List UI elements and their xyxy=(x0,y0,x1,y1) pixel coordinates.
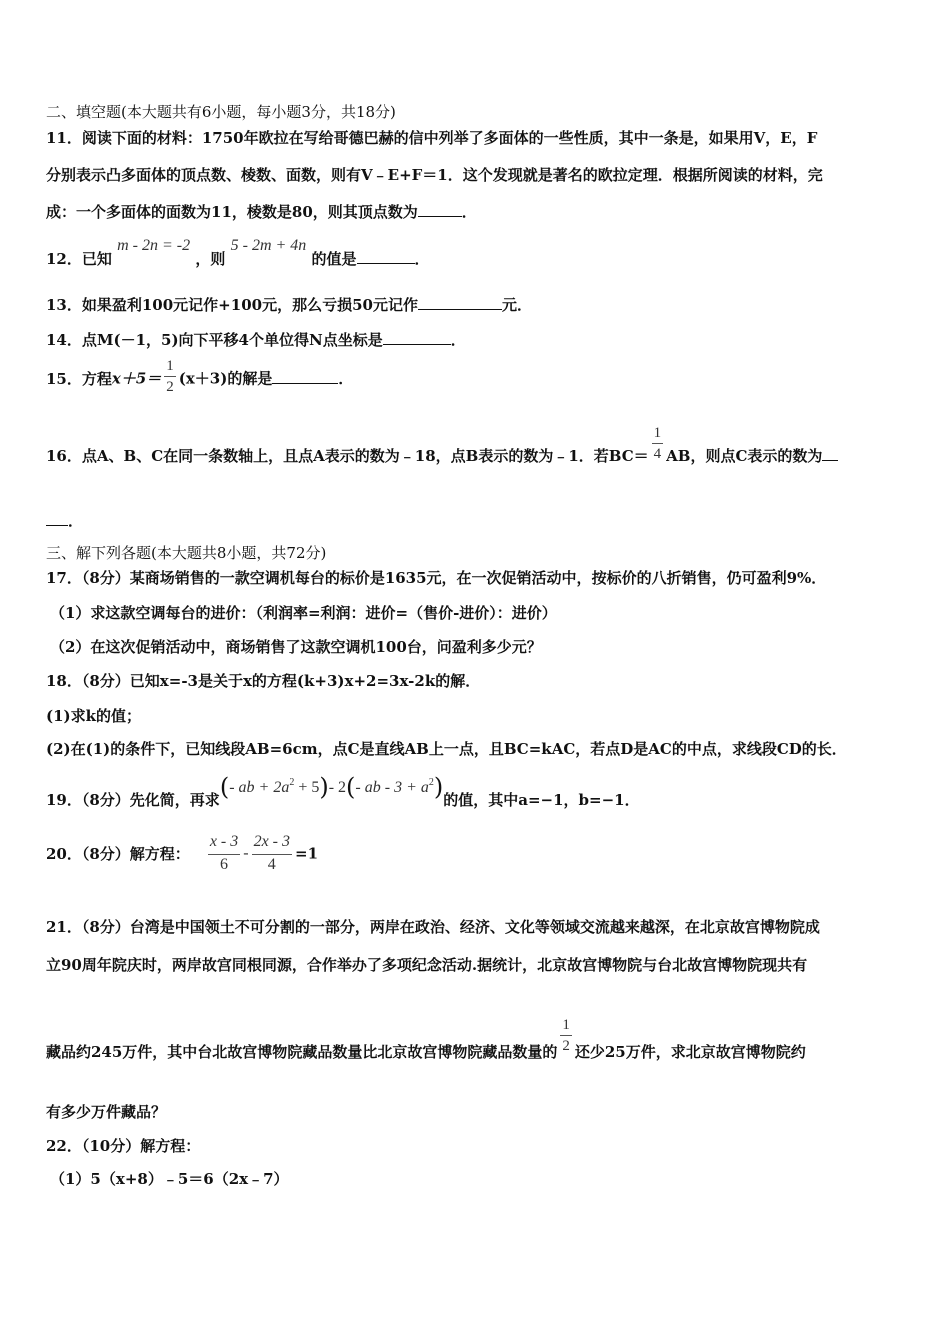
q18-part2: (2)在(1)的条件下，已知线段AB=6cm，点C是直线AB上一点，且BC=kAC，若点D是AC的中点，求线段CD的长． xyxy=(46,740,847,758)
q11-line3 xyxy=(46,202,910,222)
q15-den: 2 xyxy=(166,379,174,395)
q16-continued xyxy=(46,511,910,531)
q16-num: 1 xyxy=(652,423,664,444)
q14 xyxy=(46,330,910,350)
q19-prefix: 19．（8分）先化简，再求 xyxy=(46,791,220,809)
q18-stem: 18．（8分）已知x=-3是关于x的方程(k+3)x+2=3x-2k的解． xyxy=(46,672,481,690)
q15-prefix: 15．方程 xyxy=(46,369,112,388)
q12-prefix: 12．已知 xyxy=(46,250,112,268)
q13-text: 13．如果盈利100元记作+100元，那么亏损50元记作 xyxy=(46,296,418,314)
q22-part1: （1）5（x+8）﹣5＝6（2x﹣7） xyxy=(50,1170,289,1188)
q21-line1: 21．（8分）台湾是中国领土不可分割的一部分，两岸在政治、经济、文化等领域交流越来越深，在北京故宫博物院成 xyxy=(46,918,820,936)
q16-prefix: 16．点A、B、C在同一条数轴上，且点A表示的数为﹣18，点B表示的数为﹣1．若BC＝ xyxy=(46,447,649,465)
q12-expr2: 5 - 2m + 4n xyxy=(230,237,307,254)
q11-line2: 分别表示凸多面体的顶点数、棱数、面数，则有V﹣E+F＝1．这个发现就是著名的欧拉定理．根据所阅读的材料，完 xyxy=(46,166,823,184)
q19-part4: - ab - 3 + a xyxy=(355,779,429,796)
section2-title: 二、填空题(本大题共有6小题，每小题3分，共18分) xyxy=(46,103,396,121)
q15-end: ． xyxy=(338,369,354,388)
q19-paren-close-2: ) xyxy=(433,773,444,801)
q16-blank-a[interactable] xyxy=(822,446,838,461)
q19-paren-open-1: ( xyxy=(219,773,230,801)
q20-fraction-2 xyxy=(252,832,292,875)
q17-stem: 17．（8分）某商场销售的一款空调机每台的标价是1635元，在一次促销活动中，按标价的八折销售，仍可盈利9%． xyxy=(46,569,827,587)
q13-blank[interactable] xyxy=(418,295,502,310)
q19-paren-close-1: ) xyxy=(319,773,329,801)
q19-paren-open-2: ( xyxy=(346,773,356,801)
q12-blank[interactable] xyxy=(357,249,415,264)
q16-fraction xyxy=(652,423,664,464)
q13-end: 元． xyxy=(501,296,532,314)
q15-fraction xyxy=(164,356,176,397)
q21-line3 xyxy=(46,1015,910,1065)
q20 xyxy=(46,832,910,882)
q15 xyxy=(46,358,910,408)
q20-num2: 2x - 3 xyxy=(252,832,292,855)
q13 xyxy=(46,295,910,315)
section3-title: 三、解下列各题(本大题共8小题，共72分) xyxy=(46,544,327,562)
q21-line3b: 还少25万件，求北京故宫博物院约 xyxy=(574,1043,806,1061)
q12-mid: ，则 xyxy=(195,250,226,268)
q12-expr1: m - 2n = -2 xyxy=(117,237,191,254)
q18-part1: (1)求k的值； xyxy=(46,707,142,725)
q20-suffix: =1 xyxy=(295,844,319,863)
q21-line2: 立90周年院庆时，两岸故宫同根同源，合作举办了多项纪念活动.据统计，北京故宫博物院与台北故宫博物院现共有 xyxy=(46,956,808,974)
q12 xyxy=(46,237,910,277)
q11-end: ． xyxy=(461,203,477,221)
q15-rhs: (x＋3)的解是 xyxy=(178,369,273,388)
q15-num: 1 xyxy=(164,356,176,377)
q19-part1: - ab + 2a xyxy=(229,779,290,796)
q12-end: ． xyxy=(414,250,430,268)
q21-num: 1 xyxy=(560,1015,572,1036)
q11-line3-text: 成：一个多面体的面数为11，棱数是80，则其顶点数为 xyxy=(46,203,418,221)
q16 xyxy=(46,423,910,473)
q19-exp-2: 2 xyxy=(428,777,434,788)
q17-part2: （2）在这次促销活动中，商场销售了这款空调机100台，问盈利多少元？ xyxy=(50,638,542,656)
q21-line3a: 藏品约245万件，其中台北故宫博物院藏品数量比北京故宫博物院藏品数量的 xyxy=(46,1043,558,1061)
q20-den2: 4 xyxy=(267,856,276,873)
q16-end: ． xyxy=(68,512,84,530)
q20-fraction-1 xyxy=(208,832,240,875)
q14-text: 14．点M(－1，5)向下平移4个单位得N点坐标是 xyxy=(46,331,383,349)
q16-den: 4 xyxy=(653,446,662,462)
q14-blank[interactable] xyxy=(383,330,451,345)
q20-den1: 6 xyxy=(220,856,229,873)
q19 xyxy=(46,773,910,813)
q12-suffix: 的值是 xyxy=(311,250,357,268)
q16-blank-b[interactable] xyxy=(46,511,68,526)
q15-blank[interactable] xyxy=(272,369,338,384)
q20-prefix: 20．（8分）解方程： xyxy=(46,844,190,863)
q20-minus: - xyxy=(243,844,249,862)
q21-den: 2 xyxy=(562,1038,570,1054)
q21-fraction xyxy=(560,1015,572,1056)
q19-suffix: 的值，其中a=−1，b=−1． xyxy=(443,791,640,809)
q11-blank[interactable] xyxy=(418,202,462,217)
q20-num1: x - 3 xyxy=(208,832,240,855)
q22-stem: 22．（10分）解方程： xyxy=(46,1137,201,1155)
q11-line1: 11．阅读下面的材料：1750年欧拉在写给哥德巴赫的信中列举了多面体的一些性质，其中一条是，如果用V，E，F xyxy=(46,129,818,147)
q15-lhs: x＋5＝ xyxy=(111,369,162,388)
q16-suffix: AB，则点C表示的数为 xyxy=(666,447,823,465)
q19-exp-1: 2 xyxy=(289,777,295,788)
q19-part2: + 5 xyxy=(294,779,320,796)
q14-end: ． xyxy=(450,331,466,349)
q17-part1: （1）求这款空调每台的进价：（利润率=利润：进价=（售价-进价）：进价） xyxy=(50,604,557,622)
q21-line4: 有多少万件藏品？ xyxy=(46,1103,167,1121)
q19-part3: - 2 xyxy=(328,779,347,796)
